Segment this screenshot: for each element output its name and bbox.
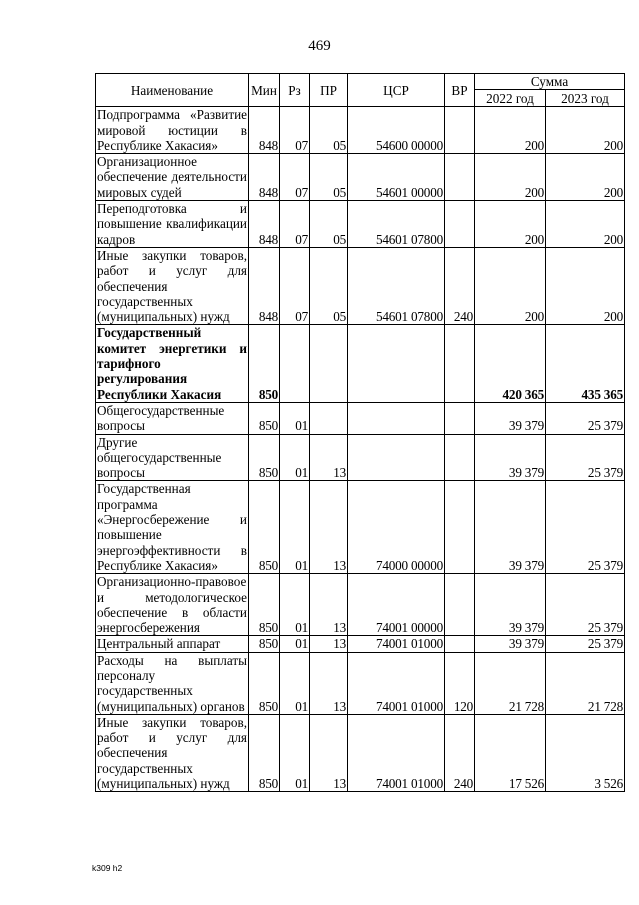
cell-vr <box>445 154 475 201</box>
cell-y2022: 39 379 <box>475 402 546 434</box>
cell-y2023: 200 <box>546 154 625 201</box>
cell-pr: 13 <box>310 714 348 791</box>
cell-csr: 74000 00000 <box>348 481 445 574</box>
cell-y2023: 200 <box>546 247 625 324</box>
cell-vr <box>445 201 475 248</box>
cell-vr <box>445 434 475 481</box>
cell-vr <box>445 402 475 434</box>
cell-pr: 13 <box>310 481 348 574</box>
cell-y2023: 25 379 <box>546 434 625 481</box>
row-name: Центральный аппарат <box>96 636 249 652</box>
cell-pr: 13 <box>310 652 348 714</box>
cell-csr: 54600 00000 <box>348 107 445 154</box>
cell-csr: 74001 01000 <box>348 636 445 652</box>
cell-pr <box>310 325 348 402</box>
row-name: Переподготовка и повышение квалификации кадров <box>97 201 247 247</box>
budget-table <box>95 73 625 792</box>
cell-min: 850 <box>249 481 280 574</box>
cell-y2022: 200 <box>475 247 546 324</box>
cell-pr: 05 <box>310 107 348 154</box>
cell-csr <box>348 434 445 481</box>
cell-vr <box>445 636 475 652</box>
cell-csr <box>348 402 445 434</box>
row-name: Подпрограмма «Развитие мировой юстиции в Республике Хакасия» <box>97 107 247 153</box>
cell-min: 850 <box>249 434 280 481</box>
cell-y2023: 200 <box>546 107 625 154</box>
cell-vr <box>445 574 475 636</box>
cell-y2022: 39 379 <box>475 574 546 636</box>
cell-vr: 240 <box>445 247 475 324</box>
table-body <box>96 107 625 792</box>
cell-vr: 240 <box>445 714 475 791</box>
cell-pr: 05 <box>310 201 348 248</box>
cell-min: 848 <box>249 247 280 324</box>
cell-pr <box>310 402 348 434</box>
cell-csr: 54601 07800 <box>348 201 445 248</box>
cell-y2022: 200 <box>475 107 546 154</box>
cell-y2023: 3 526 <box>546 714 625 791</box>
row-name: Иные закупки товаров, работ и услуг для обеспечения государственных (муниципальных) нужд <box>97 247 247 325</box>
cell-y2022: 21 728 <box>475 652 546 714</box>
header-vr: ВР <box>445 74 475 107</box>
cell-min: 848 <box>249 154 280 201</box>
cell-vr <box>445 107 475 154</box>
table-row <box>96 247 625 324</box>
cell-y2022: 420 365 <box>475 325 546 402</box>
cell-rz: 01 <box>280 434 310 481</box>
footer-code: k309 h2 <box>92 863 123 873</box>
cell-min: 850 <box>249 652 280 714</box>
header-rz: Рз <box>280 74 310 107</box>
table-row <box>96 714 625 791</box>
cell-rz: 01 <box>280 714 310 791</box>
cell-rz: 07 <box>280 201 310 248</box>
cell-pr: 13 <box>310 636 348 652</box>
cell-csr: 74001 01000 <box>348 714 445 791</box>
table-row <box>96 434 625 481</box>
cell-pr: 05 <box>310 247 348 324</box>
cell-y2023: 200 <box>546 201 625 248</box>
cell-y2023: 25 379 <box>546 636 625 652</box>
header-csr: ЦСР <box>348 74 445 107</box>
page-number: 469 <box>308 38 331 54</box>
cell-y2023: 25 379 <box>546 481 625 574</box>
table-row <box>96 481 625 574</box>
cell-rz: 07 <box>280 247 310 324</box>
cell-y2023: 435 365 <box>546 325 625 402</box>
cell-y2022: 39 379 <box>475 636 546 652</box>
table-row <box>96 636 625 652</box>
header-pr: ПР <box>310 74 348 107</box>
table-row <box>96 325 625 402</box>
row-name: Государственная программа «Энергосбережение и повышение энергоэффективности в Республике Хакасия» <box>97 481 247 573</box>
cell-min: 848 <box>249 107 280 154</box>
header-year-2022: 2022 год <box>475 90 546 107</box>
cell-y2022: 39 379 <box>475 434 546 481</box>
row-name: Иные закупки товаров, работ и услуг для обеспечения государственных (муниципальных) нужд <box>97 714 247 792</box>
row-name: Другие общегосударственные вопросы <box>96 434 249 481</box>
cell-min: 850 <box>249 714 280 791</box>
cell-pr: 05 <box>310 154 348 201</box>
table-row <box>96 574 625 636</box>
cell-rz: 01 <box>280 652 310 714</box>
row-name: Расходы на выплаты персоналу государственных (муниципальных) органов <box>97 652 247 714</box>
header-year-2023: 2023 год <box>546 90 625 107</box>
table-row <box>96 154 625 201</box>
cell-min: 850 <box>249 574 280 636</box>
cell-csr <box>348 325 445 402</box>
cell-rz <box>280 325 310 402</box>
row-name: Государственный комитет энергетики и тарифного регулирования Республики Хакасия <box>97 325 247 402</box>
header-sum: Сумма <box>475 74 625 90</box>
cell-csr: 54601 00000 <box>348 154 445 201</box>
cell-pr: 13 <box>310 434 348 481</box>
cell-rz: 01 <box>280 402 310 434</box>
cell-y2022: 39 379 <box>475 481 546 574</box>
cell-vr <box>445 325 475 402</box>
header-min: Мин <box>249 74 280 107</box>
cell-rz: 01 <box>280 574 310 636</box>
cell-min: 850 <box>249 636 280 652</box>
cell-y2023: 25 379 <box>546 402 625 434</box>
cell-rz: 07 <box>280 154 310 201</box>
table-row <box>96 652 625 714</box>
row-name: Организационно-правовое и методологическое обеспечение в области энергосбережения <box>97 574 247 636</box>
row-name: Организационное обеспечение деятельности мировых судей <box>97 154 247 200</box>
cell-min: 850 <box>249 325 280 402</box>
cell-y2022: 200 <box>475 201 546 248</box>
cell-y2023: 21 728 <box>546 652 625 714</box>
cell-min: 850 <box>249 402 280 434</box>
row-name: Общегосударственные вопросы <box>96 402 249 434</box>
cell-vr: 120 <box>445 652 475 714</box>
table-row <box>96 402 625 434</box>
cell-rz: 01 <box>280 636 310 652</box>
cell-rz: 07 <box>280 107 310 154</box>
cell-vr <box>445 481 475 574</box>
cell-csr: 74001 01000 <box>348 652 445 714</box>
cell-y2022: 200 <box>475 154 546 201</box>
cell-y2022: 17 526 <box>475 714 546 791</box>
table-row <box>96 201 625 248</box>
cell-csr: 54601 07800 <box>348 247 445 324</box>
table-row <box>96 107 625 154</box>
cell-rz: 01 <box>280 481 310 574</box>
cell-pr: 13 <box>310 574 348 636</box>
cell-csr: 74001 00000 <box>348 574 445 636</box>
header-name: Наименование <box>96 74 249 107</box>
cell-y2023: 25 379 <box>546 574 625 636</box>
cell-min: 848 <box>249 201 280 248</box>
